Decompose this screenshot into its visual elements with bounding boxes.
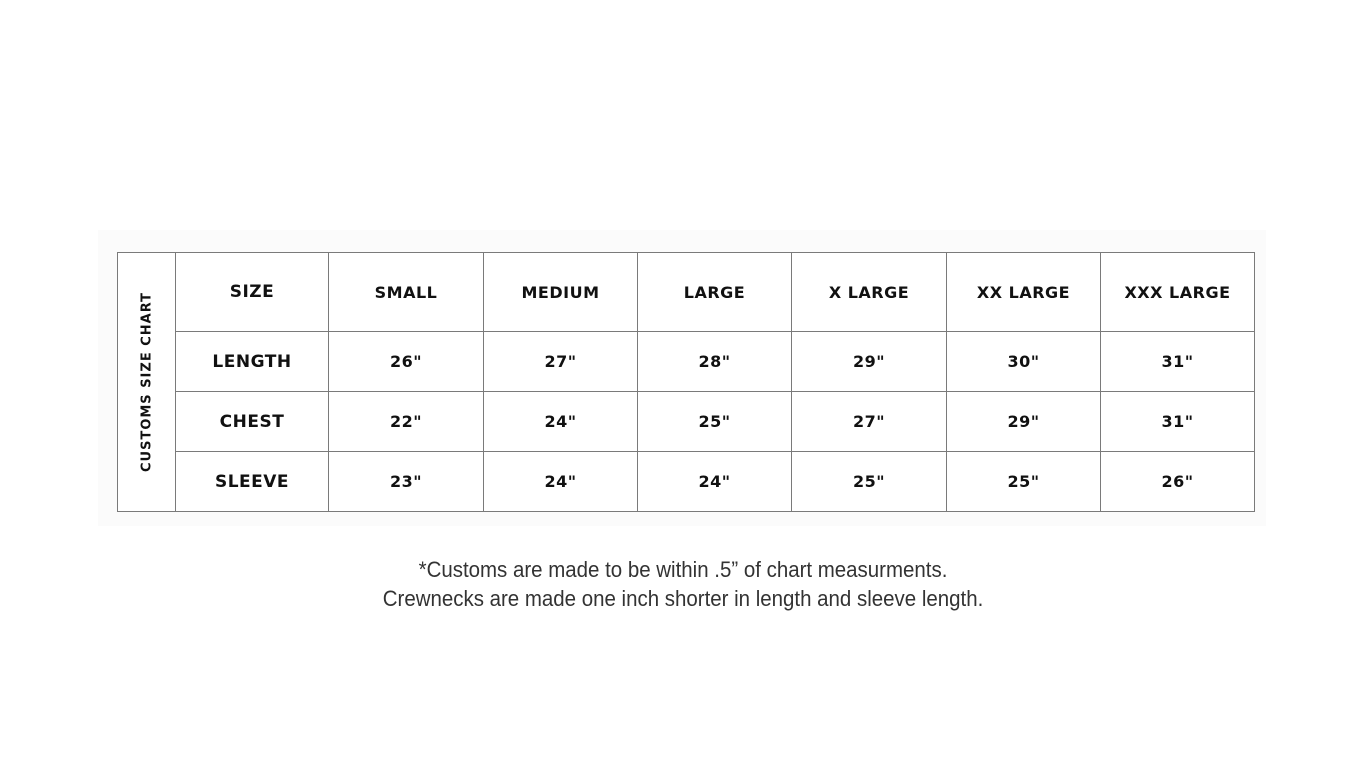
column-header: SMALL bbox=[329, 253, 484, 332]
table-cell: 27" bbox=[792, 392, 947, 452]
column-header: MEDIUM bbox=[484, 253, 638, 332]
table-row bbox=[118, 452, 1255, 512]
column-header: XX LARGE bbox=[947, 253, 1101, 332]
size-chart-table bbox=[117, 252, 1255, 512]
chart-title-cell bbox=[118, 253, 176, 512]
table-cell: 27" bbox=[484, 332, 638, 392]
size-header: SIZE bbox=[176, 253, 329, 332]
column-header: X LARGE bbox=[792, 253, 947, 332]
table-cell: 24" bbox=[484, 392, 638, 452]
row-label: CHEST bbox=[176, 392, 329, 452]
table-cell: 28" bbox=[638, 332, 792, 392]
table-row bbox=[118, 332, 1255, 392]
table-cell: 31" bbox=[1101, 332, 1255, 392]
column-header: XXX LARGE bbox=[1101, 253, 1255, 332]
row-label: LENGTH bbox=[176, 332, 329, 392]
table-cell: 26" bbox=[1101, 452, 1255, 512]
table-cell: 23" bbox=[329, 452, 484, 512]
table-cell: 29" bbox=[792, 332, 947, 392]
table-header-row bbox=[118, 253, 1255, 332]
table-cell: 29" bbox=[947, 392, 1101, 452]
table-cell: 25" bbox=[638, 392, 792, 452]
crewneck-note: Crewnecks are made one inch shorter in length and sleeve length. bbox=[382, 586, 984, 611]
table-row bbox=[118, 392, 1255, 452]
table-cell: 25" bbox=[947, 452, 1101, 512]
chart-title: CUSTOMS SIZE CHART bbox=[139, 291, 154, 473]
table-cell: 30" bbox=[947, 332, 1101, 392]
table-cell: 26" bbox=[329, 332, 484, 392]
row-label: SLEEVE bbox=[176, 452, 329, 512]
tolerance-note: *Customs are made to be within .5” of chart measurments. bbox=[418, 557, 948, 582]
table-cell: 22" bbox=[329, 392, 484, 452]
table-cell: 24" bbox=[638, 452, 792, 512]
column-header: LARGE bbox=[638, 253, 792, 332]
table-cell: 25" bbox=[792, 452, 947, 512]
table-cell: 24" bbox=[484, 452, 638, 512]
table-cell: 31" bbox=[1101, 392, 1255, 452]
